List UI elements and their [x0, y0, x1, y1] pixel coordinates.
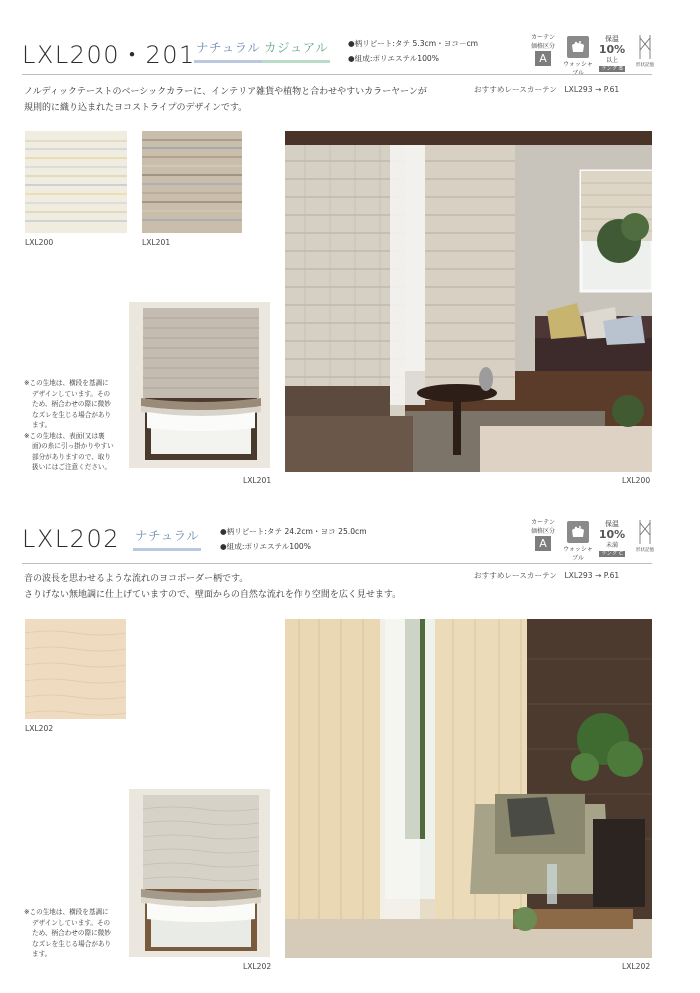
- insulation-label: 保温: [605, 520, 619, 528]
- insulation-icon: [598, 34, 626, 72]
- note-line: ため、柄合わせの際に微妙: [32, 400, 111, 408]
- swatch-lxl202: [25, 619, 126, 719]
- section-title: LXL200・201: [22, 41, 196, 69]
- tag-natural: ナチュラル: [133, 526, 201, 551]
- shape-memory-label: 形状記憶: [636, 63, 654, 68]
- washable-icon: [563, 521, 593, 562]
- insulation-rank: ランク B: [601, 66, 623, 72]
- shape-memory-icon: [634, 519, 656, 553]
- price-class-badge: [528, 32, 558, 66]
- roman-shade-photo: [129, 789, 270, 957]
- washable-label: ウォッシャ: [563, 61, 593, 68]
- description-line: 規則的に織り込まれたヨコストライプのデザインです。: [24, 103, 248, 113]
- washable-icon: [563, 36, 593, 77]
- washable-label: ウォッシャブル: [563, 546, 593, 562]
- insulation-rank: ランク C: [601, 551, 623, 557]
- insulation-icon: [598, 519, 626, 557]
- shape-memory-icon: [634, 34, 656, 68]
- spec-material: ●組成:ポリエステル100%: [348, 54, 439, 63]
- roman-shade-photo: [129, 302, 270, 468]
- roman-shade-caption: LXL202: [243, 962, 272, 971]
- wash-tub-icon: [567, 36, 589, 58]
- shape-memory-label: 形状記憶: [636, 548, 654, 553]
- note-line: 面)の糸に引っ掛かりやすい: [32, 442, 114, 450]
- price-class-label: カーテン: [531, 34, 555, 41]
- pleat-icon: [638, 34, 652, 60]
- care-notes: [24, 907, 111, 960]
- insulation-label: 保温: [605, 35, 619, 43]
- price-class-label-2: 価格区分: [530, 43, 555, 50]
- spec-repeat: ●柄リピート:タテ 5.3cm・ヨコ－cm: [348, 39, 479, 48]
- room-photo-lxl202: [285, 619, 652, 958]
- divider: [22, 563, 652, 564]
- swatch-caption-lxl201: LXL201: [142, 238, 171, 247]
- swatch-lxl200: [25, 131, 127, 233]
- note-line: ます。: [32, 950, 52, 958]
- section-title: LXL202: [22, 525, 120, 553]
- recommended-lace: おすすめレースカーテン LXL293 → P.61: [474, 571, 620, 580]
- note-line: 部分がありますので、取り: [32, 452, 111, 461]
- room-photo-caption: LXL200: [622, 476, 651, 485]
- note-line: ※この生地は、横段を基調に: [24, 379, 109, 387]
- insulation-value: 10%: [598, 528, 626, 541]
- note-line: なズレを生じる場合があり: [32, 410, 112, 419]
- care-notes: [24, 378, 114, 473]
- pleat-icon: [638, 519, 652, 545]
- divider: [22, 74, 652, 75]
- note-line: デザインしています。その: [32, 918, 111, 927]
- description-line: 音の波長を思わせるような流れのヨコボーダー柄です。: [24, 574, 249, 584]
- swatch-caption-lxl202: LXL202: [25, 724, 54, 733]
- spec-material: ●組成:ポリエステル100%: [220, 542, 311, 551]
- note-line: ※この生地は、表面(又は裏: [24, 431, 105, 440]
- room-photo-caption: LXL202: [622, 962, 651, 971]
- price-class-badge: [528, 517, 558, 551]
- description: [24, 571, 401, 603]
- wash-tub-icon: [567, 521, 589, 543]
- note-line: 扱いにはご注意ください。: [32, 463, 112, 471]
- price-class-label-2: 価格区分: [530, 528, 555, 535]
- insulation-value: 10%: [598, 43, 626, 56]
- room-photo-lxl200: [285, 131, 652, 472]
- price-class-label: カーテン: [531, 519, 555, 526]
- note-line: ※この生地は、横段を基調に: [24, 908, 109, 916]
- swatch-lxl201: [142, 131, 242, 233]
- tag-casual: カジュアル: [262, 38, 330, 63]
- description-line: さりげない無地調に仕上げていますので、壁面からの自然な流れを作り空間を広く見せます。: [24, 590, 402, 600]
- insulation-sub: 以上: [605, 57, 618, 64]
- spec-repeat: ●柄リピート:タテ 24.2cm・ヨコ 25.0cm: [220, 527, 367, 536]
- roman-shade-caption: LXL201: [243, 476, 272, 485]
- note-line: デザインしています。その: [32, 389, 111, 398]
- swatch-caption-lxl200: LXL200: [25, 238, 54, 247]
- insulation-sub: 未満: [605, 542, 618, 549]
- note-line: なズレを生じる場合があり: [32, 939, 112, 948]
- description: [24, 84, 427, 116]
- tag-natural: ナチュラル: [194, 38, 262, 63]
- price-class-value: A: [535, 536, 551, 551]
- recommended-lace: おすすめレースカーテン LXL293 → P.61: [474, 85, 620, 94]
- description-line: ノルディックテーストのベーシックカラーに、インテリア雑貨や植物と合わせやすいカラーヤーンが: [24, 87, 427, 97]
- note-line: ため、柄合わせの際に微妙: [32, 929, 111, 937]
- note-line: ます。: [32, 421, 52, 429]
- price-class-value: A: [535, 51, 551, 66]
